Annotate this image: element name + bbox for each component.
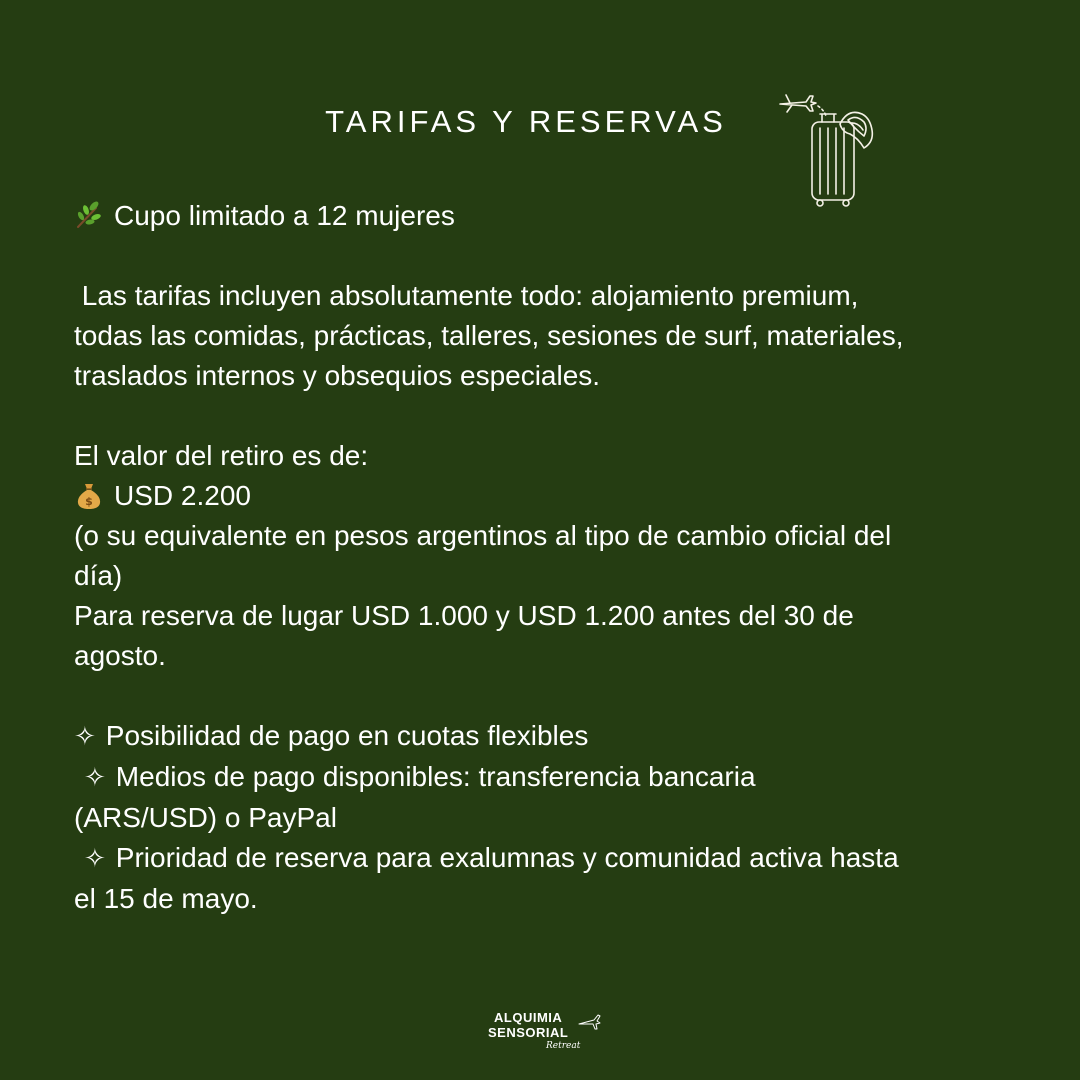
price-text: USD 2.200: [114, 480, 251, 511]
airplane-icon: [578, 1012, 602, 1032]
sparkle-icon: ✧: [84, 844, 106, 874]
cupo-text: Cupo limitado a 12 mujeres: [114, 200, 455, 231]
logo-line-1: ALQUIMIA: [494, 1010, 563, 1025]
bullet-text: Prioridad de reserva para exalumnas y comunidad activa hasta: [115, 842, 899, 873]
bullet-text: Medios de pago disponibles: transferencia bancaria: [115, 761, 756, 792]
bullet-continuation: (ARS/USD) o PayPal: [74, 802, 337, 833]
bullet-item-medios: [74, 757, 1014, 798]
luggage-with-hat-and-airplane-icon: [776, 90, 886, 210]
includes-line-3: traslados internos y obsequios especiales.: [74, 360, 601, 391]
valor-label: El valor del retiro es de:: [74, 440, 369, 471]
money-bag-icon: [74, 480, 104, 510]
spacer: [74, 236, 1014, 276]
herb-icon: [74, 200, 104, 230]
reserva-line-1: Para reserva de lugar USD 1.000 y USD 1.200 antes del 30 de: [74, 600, 854, 631]
logo-line-2: SENSORIAL: [488, 1025, 569, 1040]
includes-line-1: Las tarifas incluyen absolutamente todo: alojamiento premium,: [74, 280, 859, 311]
logo-tagline: Retreat: [546, 1041, 581, 1051]
brand-logo: [476, 1010, 606, 1060]
spacer: [74, 396, 1014, 436]
sparkle-icon: ✧: [84, 763, 106, 793]
content-body: [74, 196, 1014, 919]
includes-line-2: todas las comidas, prácticas, talleres, sesiones de surf, materiales,: [74, 320, 904, 351]
bullet-text: Posibilidad de pago en cuotas flexibles: [105, 720, 589, 751]
price-line: [74, 476, 1014, 516]
bullet-item-prioridad: [74, 838, 1014, 879]
bullet-item-cuotas: [74, 716, 1014, 757]
reserva-line-2: agosto.: [74, 640, 166, 671]
svg-text:$: $: [85, 495, 93, 508]
bullet-continuation: el 15 de mayo.: [74, 883, 258, 914]
page-title: TARIFAS Y RESERVAS: [325, 104, 727, 139]
equivalente-line-1: (o su equivalente en pesos argentinos al tipo de cambio oficial del: [74, 520, 892, 551]
spacer: [74, 676, 1014, 716]
sparkle-icon: ✧: [74, 722, 96, 752]
equivalente-line-2: día): [74, 560, 123, 591]
cupo-line: [74, 196, 1014, 236]
